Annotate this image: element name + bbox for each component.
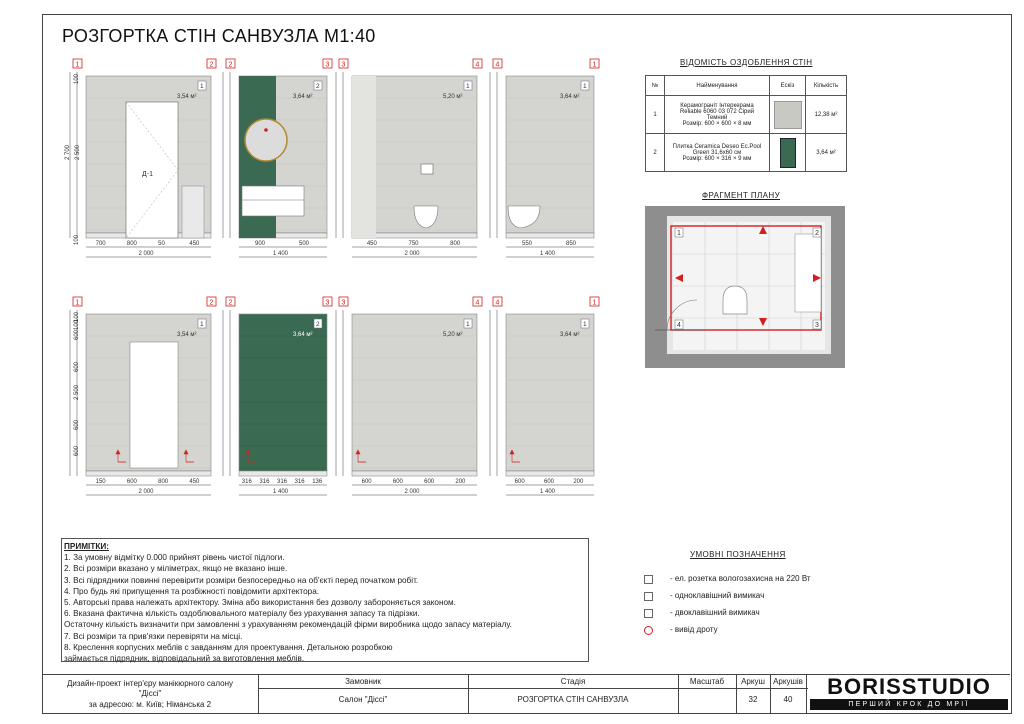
finish-tag-label: 1 bbox=[200, 83, 204, 90]
finish-tag-label: 1 bbox=[466, 83, 470, 90]
area-label: 3,64 м² bbox=[560, 332, 580, 338]
round-mirror bbox=[245, 119, 287, 161]
plan-marker: 2 bbox=[815, 230, 819, 237]
area-label: 3,64 м² bbox=[293, 332, 313, 338]
dim-text: 100 bbox=[74, 311, 80, 322]
grey-tile-swatch bbox=[774, 101, 802, 129]
finish-tag-label: 1 bbox=[583, 83, 587, 90]
legend-label: - двоклавішний вимикач bbox=[670, 608, 760, 617]
dim-text: 316 bbox=[294, 479, 305, 485]
row-name-line: Плитка Ceramica Deseo Ec.Pool bbox=[672, 143, 762, 150]
sheets-value: 40 bbox=[783, 695, 793, 704]
note-line: 1. За умовну відмітку 0.000 прийнят рівень чистої підлоги. bbox=[64, 553, 285, 563]
sheet-header: Аркуш bbox=[741, 677, 765, 686]
note-line: займається підрядник, відповідальний за виготовлення меблів. bbox=[64, 654, 305, 664]
stage-header: Стадія bbox=[560, 677, 586, 686]
dim-total: 1 400 bbox=[273, 251, 289, 257]
area-label: 3,54 м² bbox=[177, 94, 197, 100]
dim-text: 900 bbox=[255, 241, 266, 247]
row-sketch bbox=[770, 134, 806, 172]
dim-text: 600 bbox=[126, 479, 137, 485]
axis-label: 2 bbox=[209, 61, 214, 69]
dim-text: 2 500 bbox=[74, 384, 80, 400]
plan-marker: 3 bbox=[815, 322, 819, 329]
row-qty: 3,64 м² bbox=[806, 134, 847, 172]
finish-tag-label: 2 bbox=[316, 83, 320, 90]
logo-name: BORISSTUDIO bbox=[827, 674, 991, 699]
finish-tag-label: 1 bbox=[200, 321, 204, 328]
axis-label: 2 bbox=[228, 61, 233, 69]
dim-text: 316 bbox=[259, 479, 270, 485]
row-num: 2 bbox=[646, 134, 665, 172]
dim-text: 100 bbox=[74, 234, 80, 245]
area-label: 3,54 м² bbox=[177, 332, 197, 338]
note-line: Остаточну кількість визначити при замовленні з урахуванням рекомендацій фірми виробника щодо запасу матеріалу. bbox=[64, 620, 512, 630]
dim-text: 450 bbox=[189, 479, 200, 485]
dim-text: 600 bbox=[514, 479, 525, 485]
project-line: "Діссі" bbox=[138, 689, 162, 698]
dim-total: 2 000 bbox=[404, 251, 420, 257]
axis-label: 4 bbox=[495, 299, 500, 307]
logo-slogan: ПЕРШИЙ КРОК ДО МРІЇ bbox=[810, 699, 1008, 710]
dim-text: 100 bbox=[74, 73, 80, 84]
col-name: Найменування bbox=[665, 76, 770, 96]
area-label: 3,64 м² bbox=[560, 94, 580, 100]
dim-text: 316 bbox=[277, 479, 288, 485]
axis-label: 3 bbox=[341, 61, 346, 69]
area-label: 3,64 м² bbox=[293, 94, 313, 100]
dim-text: 200 bbox=[573, 479, 584, 485]
row-name bbox=[665, 134, 770, 172]
sheets-header: Аркушів bbox=[773, 677, 803, 686]
note-line: 3. Всі підрядники повинні перевірити розміри безпосередньо на об'єкті перед початком робіт. bbox=[64, 575, 419, 585]
table-row bbox=[646, 96, 847, 134]
row-name-line: Темний bbox=[706, 114, 728, 121]
door-label: Д-1 bbox=[142, 171, 153, 178]
note-line: 7. Всі розміри та прив'язки перевіряти на місці. bbox=[64, 631, 243, 641]
axis-label: 1 bbox=[75, 299, 80, 307]
row-name-line: Reliable 6060 03 072 Сірий bbox=[679, 108, 755, 115]
stage-value: РОЗГОРТКА СТІН САНВУЗЛА bbox=[517, 695, 629, 704]
axis-label: 1 bbox=[75, 61, 80, 69]
dim-text: 800 bbox=[450, 241, 461, 247]
page-title: РОЗГОРТКА СТІН САНВУЗЛА М1:40 bbox=[62, 26, 376, 46]
row-name-line: Розмір: 600 × 316 × 9 мм bbox=[682, 155, 752, 162]
studio-logo bbox=[808, 675, 1010, 712]
dim-text: 2 500 bbox=[75, 144, 81, 160]
wall-surface bbox=[239, 314, 327, 471]
wire-outlet-icon bbox=[264, 128, 268, 132]
finish-tag-label: 2 bbox=[316, 321, 320, 328]
vanity-cabinet bbox=[242, 186, 304, 216]
project-line: Дизайн-проект інтер'єру манікюрного салону bbox=[66, 679, 234, 688]
finish-tag-label: 1 bbox=[583, 321, 587, 328]
row-name bbox=[665, 96, 770, 134]
dim-total: 1 400 bbox=[540, 489, 556, 495]
note-line: 2. Всі розміри вказано у міліметрах, якщо не вказано інше. bbox=[64, 564, 288, 574]
axis-label: 3 bbox=[341, 299, 346, 307]
dim-text: 850 bbox=[566, 241, 577, 247]
axis-label: 3 bbox=[325, 299, 330, 307]
floor-slab bbox=[239, 471, 327, 476]
dim-text: 600 bbox=[74, 361, 80, 372]
axis-label: 4 bbox=[475, 299, 480, 307]
note-line: 4. Про будь які припущення та розбіжності повідомити архітектора. bbox=[64, 586, 320, 596]
dim-text: 600 bbox=[74, 419, 80, 430]
door-panel bbox=[126, 102, 178, 238]
dim-text: 136 bbox=[312, 479, 323, 485]
floor-slab bbox=[352, 471, 477, 476]
finish-table bbox=[645, 75, 847, 172]
sheet-value: 32 bbox=[748, 695, 758, 704]
axis-label: 4 bbox=[495, 61, 500, 69]
axis-label: 2 bbox=[228, 299, 233, 307]
dim-text: 750 bbox=[408, 241, 419, 247]
scale-header: Масштаб bbox=[689, 677, 725, 686]
dim-text: 700 bbox=[95, 241, 106, 247]
dim-total: 1 400 bbox=[273, 489, 289, 495]
axis-label: 4 bbox=[475, 61, 480, 69]
dim-text: 600 bbox=[392, 479, 403, 485]
axis-label: 1 bbox=[592, 61, 597, 69]
notes-box bbox=[61, 538, 589, 662]
dim-text: 800 bbox=[126, 241, 137, 247]
floor-slab bbox=[506, 471, 594, 476]
floor-slab bbox=[506, 233, 594, 238]
col-sketch: Ескіз bbox=[770, 76, 806, 96]
wire-outlet-icon bbox=[644, 626, 653, 635]
legend-label: - одноклавішний вимикач bbox=[670, 591, 765, 600]
area-label: 5,20 м² bbox=[443, 94, 463, 100]
col-num: № bbox=[646, 76, 665, 96]
note-line: 5. Авторські права належать архітектору. Зміна або використання без дозволу забороняється законом. bbox=[64, 598, 456, 608]
legend-label: - вивід дроту bbox=[670, 625, 718, 634]
single-switch-icon bbox=[644, 592, 653, 601]
dim-total: 2 000 bbox=[138, 251, 154, 257]
dim-text: 600 bbox=[361, 479, 372, 485]
client-value: Салон "Діссі" bbox=[338, 695, 388, 704]
door-opening bbox=[130, 342, 178, 468]
dim-text: 500 bbox=[299, 241, 310, 247]
col-qty: Кількість bbox=[806, 76, 847, 96]
finish-table-title: ВІДОМІСТЬ ОЗДОБЛЕННЯ СТІН bbox=[680, 58, 813, 67]
table-row bbox=[646, 134, 847, 172]
dim-text: 600 bbox=[74, 329, 80, 340]
dim-total: 1 400 bbox=[540, 251, 556, 257]
dim-text: 2 700 bbox=[65, 144, 71, 160]
row-qty: 12,38 м² bbox=[806, 96, 847, 134]
dim-total: 2 000 bbox=[404, 489, 420, 495]
legend-title: УМОВНІ ПОЗНАЧЕННЯ bbox=[690, 550, 786, 559]
notes-header: ПРИМІТКИ: bbox=[64, 542, 109, 551]
dim-text: 600 bbox=[544, 479, 555, 485]
socket-icon bbox=[644, 575, 653, 584]
dim-text: 600 bbox=[424, 479, 435, 485]
elevations-drawing bbox=[0, 0, 640, 510]
dim-text: 316 bbox=[241, 479, 252, 485]
dim-text: 600 bbox=[74, 445, 80, 456]
double-switch-icon bbox=[644, 609, 653, 618]
finish-tag-label: 1 bbox=[466, 321, 470, 328]
dim-text: 550 bbox=[522, 241, 533, 247]
legend-label: - ел. розетка вологозахисна на 220 Вт bbox=[670, 574, 811, 583]
client-header: Замовник bbox=[345, 677, 381, 686]
flush-plate bbox=[421, 164, 433, 174]
axis-label: 2 bbox=[209, 299, 214, 307]
note-line: 8. Креслення корпусних меблів с завданням для проектування. Детальною розробкою bbox=[64, 642, 393, 652]
row-name-line: Керамограніт Інтеркерама bbox=[680, 102, 754, 109]
dim-text: 50 bbox=[158, 241, 165, 247]
dim-text: 800 bbox=[158, 479, 169, 485]
row-name-line: Розмір: 600 × 600 × 8 мм bbox=[682, 120, 752, 127]
wall-recess bbox=[352, 76, 376, 238]
axis-label: 3 bbox=[325, 61, 330, 69]
project-line: за адресою: м. Київ; Німанська 2 bbox=[88, 700, 212, 709]
cabinet bbox=[182, 186, 204, 238]
plan-marker: 4 bbox=[677, 322, 681, 329]
row-sketch bbox=[770, 96, 806, 134]
axis-label: 1 bbox=[592, 299, 597, 307]
note-line: 6. Вказана фактична кількість оздоблювального матеріалу без урахування запасу та підрізки. bbox=[64, 609, 420, 619]
dim-text: 150 bbox=[95, 479, 106, 485]
dim-text: 200 bbox=[455, 479, 466, 485]
plan-title: ФРАГМЕНТ ПЛАНУ bbox=[702, 191, 781, 200]
plan-fragment bbox=[645, 206, 845, 368]
dim-text: 450 bbox=[189, 241, 200, 247]
floor-slab bbox=[86, 471, 211, 476]
area-label: 5,20 м² bbox=[443, 332, 463, 338]
row-num: 1 bbox=[646, 96, 665, 134]
dim-total: 2 000 bbox=[138, 489, 154, 495]
dim-text: 450 bbox=[366, 241, 377, 247]
green-tile-swatch bbox=[780, 138, 796, 168]
plan-marker: 1 bbox=[677, 230, 681, 237]
dim-text: 100 bbox=[74, 319, 80, 330]
row-name-line: Green 31,6x60 см bbox=[692, 149, 742, 156]
wall-surface bbox=[506, 314, 594, 471]
